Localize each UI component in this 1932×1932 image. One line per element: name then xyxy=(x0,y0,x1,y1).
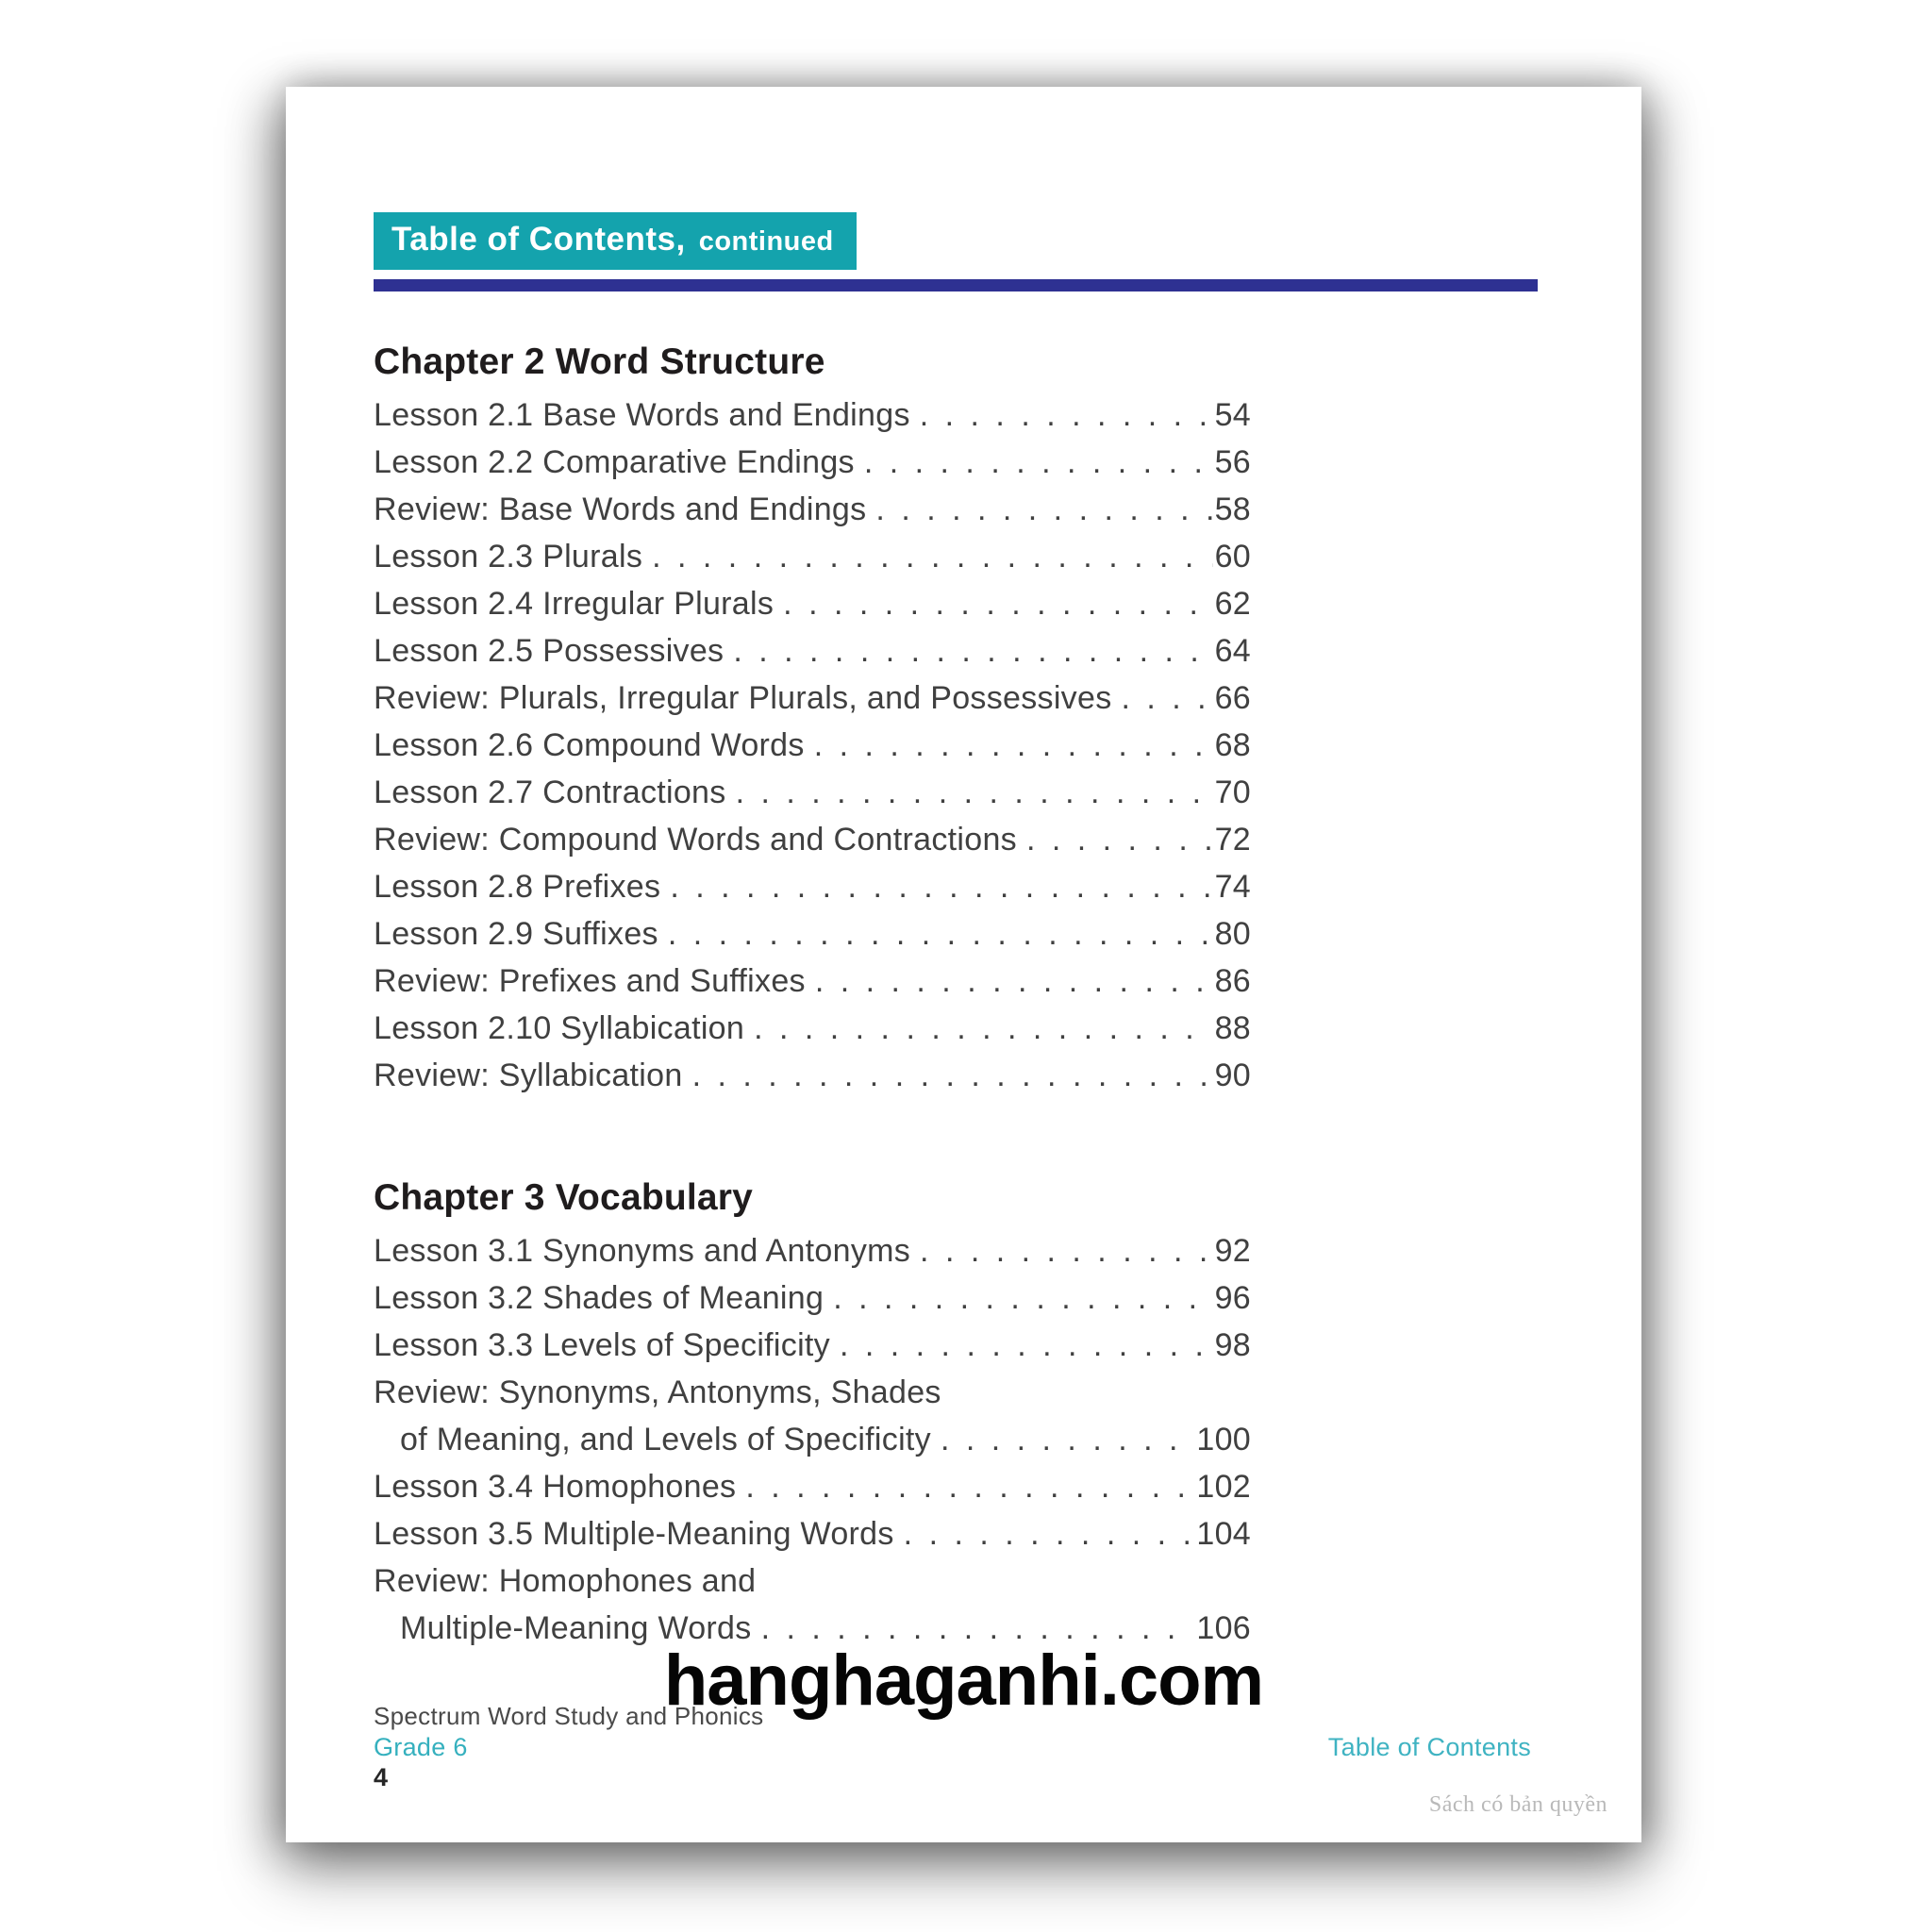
toc-entry-page-number: 90 xyxy=(1214,1058,1251,1093)
toc-entry-label: Lesson 2.5 Possessives xyxy=(374,633,724,669)
footer-series-title: Spectrum Word Study and Phonics xyxy=(374,1702,764,1730)
dot-leader xyxy=(745,1463,1194,1510)
dot-leader xyxy=(736,769,1213,816)
dot-leader xyxy=(904,1510,1195,1557)
toc-entry-line1 xyxy=(374,1369,1251,1416)
toc-entry-label: Lesson 3.1 Synonyms and Antonyms xyxy=(374,1233,911,1269)
toc-entry-page-number: 96 xyxy=(1214,1280,1251,1316)
page-content xyxy=(286,87,1641,1842)
dot-leader xyxy=(754,1005,1212,1052)
dot-leader xyxy=(833,1274,1212,1322)
toc-entry-page-number: 66 xyxy=(1214,680,1251,716)
dot-leader xyxy=(652,533,1212,580)
toc-entry-page-number: 98 xyxy=(1214,1327,1251,1363)
dot-leader xyxy=(668,910,1213,958)
toc-entry-label: Review: Prefixes and Suffixes xyxy=(374,963,806,999)
badge-subtitle: continued xyxy=(698,226,834,257)
toc-entry xyxy=(374,863,1251,910)
toc-entry xyxy=(374,627,1251,675)
book-page xyxy=(286,87,1641,1842)
watermark: hanghaganhi.com xyxy=(663,1641,1264,1721)
chapter-entries xyxy=(374,1227,1251,1652)
dot-leader xyxy=(814,722,1213,769)
toc-entry xyxy=(374,1510,1251,1557)
toc-entry-page-number: 106 xyxy=(1196,1610,1251,1646)
toc-entry xyxy=(374,1005,1251,1052)
dot-leader xyxy=(692,1052,1213,1099)
toc-entry xyxy=(374,958,1251,1005)
chapter-entries xyxy=(374,391,1251,1099)
toc-entry xyxy=(374,439,1251,486)
toc-entry xyxy=(374,486,1251,533)
toc-entry-label: Lesson 2.6 Compound Words xyxy=(374,727,805,763)
toc-entry xyxy=(374,722,1251,769)
toc-entry-label: Lesson 3.4 Homophones xyxy=(374,1469,737,1505)
toc-entry xyxy=(374,1322,1251,1369)
toc-entry xyxy=(374,391,1251,439)
toc-entry-label: Review: Plurals, Irregular Plurals, and Possessives xyxy=(374,680,1112,716)
toc-entry xyxy=(374,816,1251,863)
toc-entry-label: Lesson 2.8 Prefixes xyxy=(374,869,661,905)
toc-entry-label: Lesson 2.3 Plurals xyxy=(374,539,643,575)
toc-entry-page-number: 80 xyxy=(1214,916,1251,952)
dot-leader xyxy=(815,958,1213,1005)
chapter-section xyxy=(374,1176,1251,1652)
toc-entry-page-number: 100 xyxy=(1196,1422,1251,1457)
toc-entry-label: Review: Base Words and Endings xyxy=(374,491,867,527)
toc-entry xyxy=(374,533,1251,580)
toc-entry-page-number: 102 xyxy=(1196,1469,1251,1505)
toc-entry xyxy=(374,769,1251,816)
dot-leader xyxy=(1026,816,1213,863)
toc-entry-label: Review: Synonyms, Antonyms, Shades xyxy=(374,1374,941,1410)
toc-entry-label: Lesson 2.9 Suffixes xyxy=(374,916,658,952)
toc-entry-label-continued: Multiple-Meaning Words xyxy=(400,1610,752,1646)
toc-entry xyxy=(374,1227,1251,1274)
toc-entry xyxy=(374,580,1251,627)
footer-page-number: 4 xyxy=(374,1763,389,1791)
toc-entry-page-number: 64 xyxy=(1214,633,1251,669)
dot-leader xyxy=(920,1227,1213,1274)
toc-entry-label: Lesson 2.10 Syllabication xyxy=(374,1010,745,1046)
chapter-section xyxy=(374,341,1251,1099)
toc-entry-label-continued: of Meaning, and Levels of Specificity xyxy=(400,1422,931,1457)
toc-entry-label: Review: Compound Words and Contractions xyxy=(374,822,1017,858)
dot-leader xyxy=(941,1416,1194,1463)
toc-entry-label: Lesson 2.1 Base Words and Endings xyxy=(374,397,910,433)
dot-leader xyxy=(840,1322,1213,1369)
footer-grade: Grade 6 xyxy=(374,1733,468,1761)
chapter-title: Chapter 2 Word Structure xyxy=(374,341,825,382)
toc-entry-page-number: 62 xyxy=(1214,586,1251,622)
toc-entry-page-number: 70 xyxy=(1214,774,1251,810)
dot-leader xyxy=(783,580,1212,627)
toc-entry-page-number: 54 xyxy=(1214,397,1251,433)
toc-entry xyxy=(374,910,1251,958)
dot-leader xyxy=(920,391,1213,439)
toc-entry-page-number: 104 xyxy=(1196,1516,1251,1552)
dot-leader xyxy=(875,486,1212,533)
toc-entry-page-number: 74 xyxy=(1214,869,1251,905)
toc-entry-page-number: 60 xyxy=(1214,539,1251,575)
dot-leader xyxy=(733,627,1212,675)
toc-entry xyxy=(374,1052,1251,1099)
toc-entry-page-number: 68 xyxy=(1214,727,1251,763)
dot-leader xyxy=(864,439,1213,486)
toc-entry-line1 xyxy=(374,1557,1251,1605)
dot-leader xyxy=(1122,675,1213,722)
dot-leader xyxy=(670,863,1212,910)
copyright-note: Sách có bản quyền xyxy=(1428,1792,1607,1817)
toc-entry-page-number: 88 xyxy=(1214,1010,1251,1046)
toc-entry-page-number: 86 xyxy=(1214,963,1251,999)
toc-entry xyxy=(374,1463,1251,1510)
header-rule xyxy=(374,279,1538,291)
footer-section-label: Table of Contents xyxy=(1327,1733,1531,1761)
toc-entry-label: Lesson 3.3 Levels of Specificity xyxy=(374,1327,830,1363)
toc-entry-page-number: 92 xyxy=(1214,1233,1251,1269)
toc-entry-page-number: 56 xyxy=(1214,444,1251,480)
toc-entry-label: Lesson 3.2 Shades of Meaning xyxy=(374,1280,824,1316)
toc-entry-label: Review: Homophones and xyxy=(374,1563,757,1599)
badge-title: Table of Contents, xyxy=(391,221,686,258)
toc-entry-line2 xyxy=(374,1416,1251,1463)
toc-entry-label: Lesson 2.7 Contractions xyxy=(374,774,726,810)
toc-entry xyxy=(374,1274,1251,1322)
toc-entry-label: Lesson 2.2 Comparative Endings xyxy=(374,444,855,480)
chapter-title: Chapter 3 Vocabulary xyxy=(374,1177,754,1218)
toc-entry-label: Lesson 2.4 Irregular Plurals xyxy=(374,586,774,622)
toc-entry-page-number: 72 xyxy=(1214,822,1251,858)
toc-entry xyxy=(374,675,1251,722)
table-of-contents-badge xyxy=(374,212,857,270)
toc-chapters xyxy=(374,341,1641,1652)
toc-entry-label: Lesson 3.5 Multiple-Meaning Words xyxy=(374,1516,894,1552)
toc-entry-page-number: 58 xyxy=(1214,491,1251,527)
toc-entry-label: Review: Syllabication xyxy=(374,1058,683,1093)
